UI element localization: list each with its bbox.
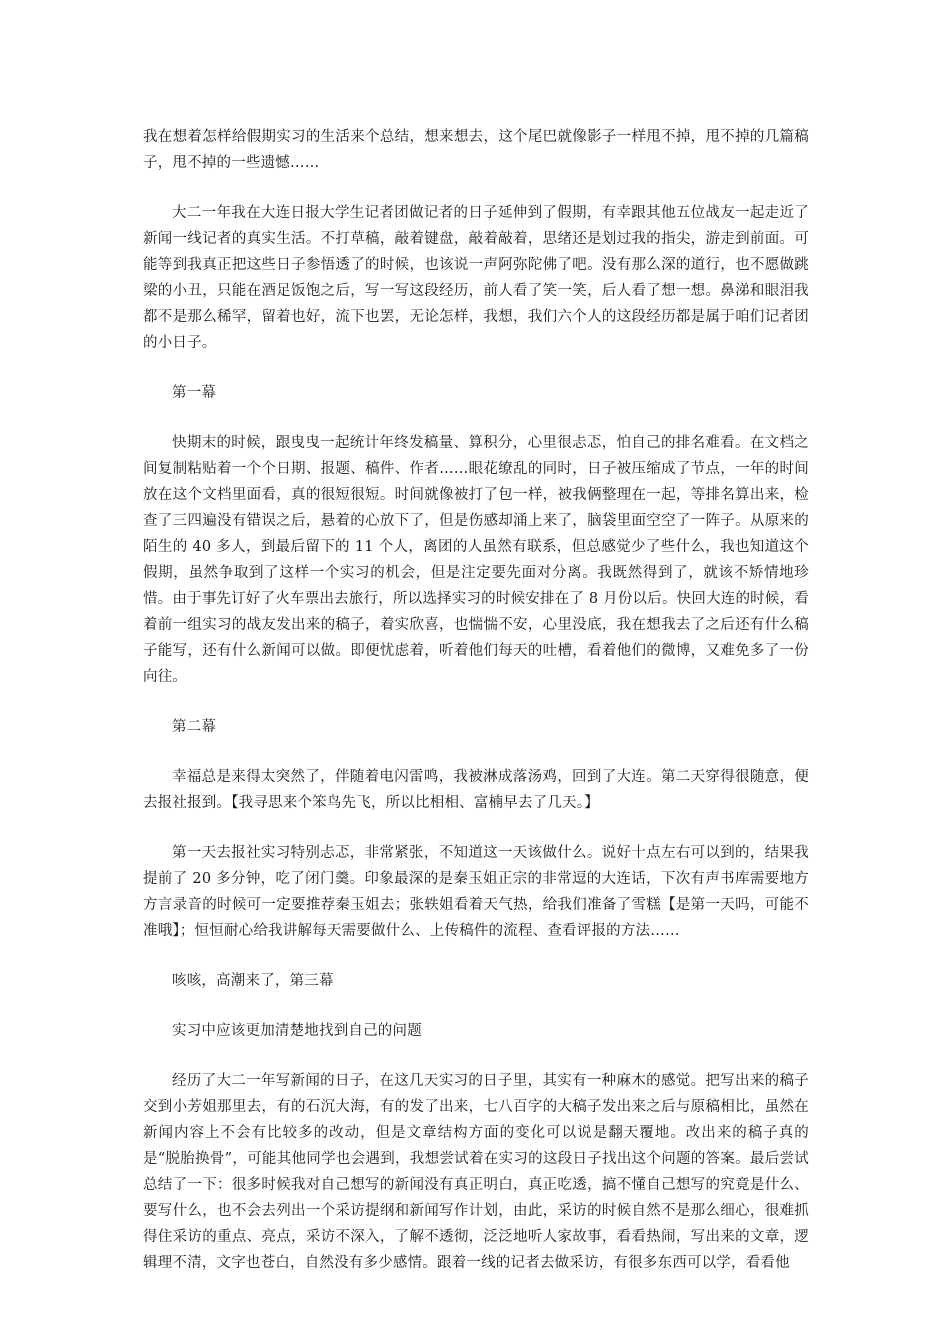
body-paragraph: 经历了大二一年写新闻的日子，在这几天实习的日子里，其实有一种麻木的感觉。把写出来的稿子交到小芳姐那里去，有的石沉大海，有的发了出来，七八百字的大稿子发出来之后与原稿相比，虽然在新闻内容上不会有比较多的改动，但是文章结构方面的变化可以说是翻天覆地。改出来的稿子真的是“脱胎换骨”，可能其他同学也会遇到，我想尝试着在实习的这段日子找出这个问题的答案。最后尝试总结了一下：很多时候我对自己想写的新闻没有真正明白，真正吃透，搞不懂自己想写的究竟是什么、要写什么，也不会去列出一个采访提纲和新闻写作计划，由此，采访的时候自然不是那么细心，很难抓得住采访的重点、亮点，采访不深入，了解不透彻，泛泛地听人家故事，看看热闹，写出来的文章，逻辑理不清，文字也苍白，自然没有多少感情。跟着一线的记者去做采访，有很多东西可以学，看看他 (143, 1073, 809, 1271)
document-body (143, 124, 809, 1300)
body-paragraph: 幸福总是来得太突然了，伴随着电闪雷鸣，我被淋成落汤鸡，回到了大连。第二天穿得很随意，便去报社报到。【我寻思来个笨鸟先飞，所以比相相、富楠早去了几天。】 (143, 769, 809, 811)
section-heading: 第一幕 (172, 385, 217, 401)
subsection-heading: 实习中应该更加清楚地找到自己的问题 (172, 1023, 422, 1039)
section-heading: 第二幕 (172, 719, 217, 735)
body-paragraph: 大二一年我在大连日报大学生记者团做记者的日子延伸到了假期，有幸跟其他五位战友一起走近了新闻一线记者的真实生活。不打草稿，敲着键盘，敲着敲着，思绪还是划过我的指尖，游走到前面。可能等到我真正把这些日子参悟透了的时候，也该说一声阿弥陀佛了吧。没有那么深的道行，也不愿做跳梁的小丑，只能在酒足饭饱之后，写一写这段经历，前人看了笑一笑，后人看了想一想。鼻涕和眼泪我都不是那么稀罕，留着也好，流下也罢，无论怎样，我想，我们六个人的这段经历都是属于咱们记者团的小日子。 (143, 205, 809, 351)
section-heading: 咳咳，高潮来了，第三幕 (172, 973, 334, 989)
intro-paragraph: 我在想着怎样给假期实习的生活来个总结，想来想去，这个尾巴就像影子一样甩不掉，甩不掉的几篇稿子，甩不掉的一些遗憾…… (143, 129, 809, 171)
body-paragraph: 快期末的时候，跟曳曳一起统计年终发稿量、算积分，心里很忐忑，怕自己的排名难看。在文档之间复制粘贴着一个个日期、报题、稿件、作者……眼花缭乱的同时，日子被压缩成了节点，一年的时间放在这个文档里面看，真的很短很短。时间就像被打了包一样，被我俩整理在一起，等排名算出来，检查了三四遍没有错误之后，悬着的心放下了，但是伤感却涌上来了，脑袋里面空空了一阵子。从原来的陌生的 40 多人，到最后留下的 11 个人，离团的人虽然有联系，但总感觉少了些什么，我也知道这个假期，虽然争取到了这样一个实习的机会，但是注定要先面对分离。我既然得到了，就该不矫情地珍惜。由于事先订好了火车票出去旅行，所以选择实习的时候安排在了 8 月份以后。快回大连的时候，看着前一组实习的战友发出来的稿子，着实欣喜，也惴惴不安，心里没底，我在想我去了之后还有什么稿子能写，还有什么新闻可以做。即便忧虑着，听着他们每天的吐槽，看着他们的微博，又难免多了一份向往。 (143, 435, 809, 685)
body-paragraph: 第一天去报社实习特别忐忑，非常紧张，不知道这一天该做什么。说好十点左右可以到的，结果我提前了 20 多分钟，吃了闭门羹。印象最深的是秦玉姐正宗的非常逗的大连话，下次有声书库需要地方方言录音的时候可一定要推荐秦玉姐去；张轶姐看着天气热，给我们准备了雪糕【是第一天吗，可能不准哦】；恒恒耐心给我讲解每天需要做什么、上传稿件的流程、查看评报的方法…… (143, 845, 809, 939)
